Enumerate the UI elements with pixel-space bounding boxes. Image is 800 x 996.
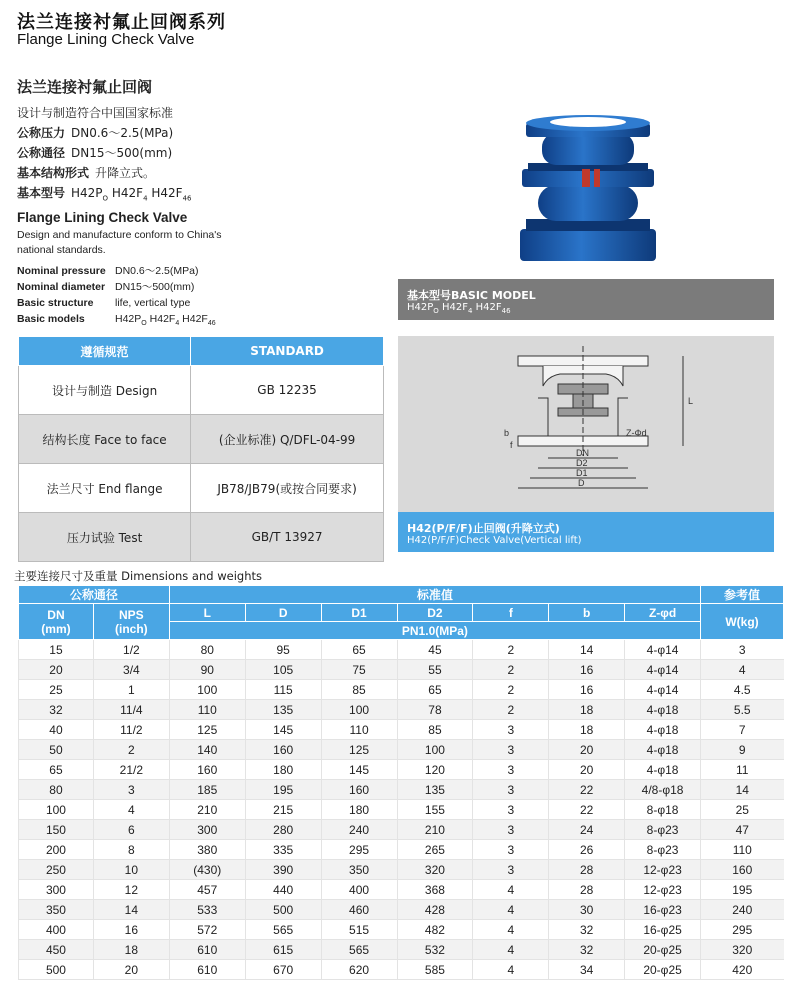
spec-intro-cn: 设计与制造符合中国国家标准 <box>17 106 174 120</box>
table-cell: 7 <box>701 720 784 740</box>
table-cell: 155 <box>397 800 473 820</box>
valve-photo-image <box>398 103 774 279</box>
spec-models-en: Basic models $H42P_O$ $H42F_4$ $H42F_{46}$ <box>17 313 216 328</box>
table-cell: 500 <box>19 960 94 980</box>
label-L: L <box>688 396 694 406</box>
table-cell: 145 <box>245 720 321 740</box>
photo-caption-title: 基本型号BASIC MODEL <box>407 289 536 302</box>
table-cell: 115 <box>245 680 321 700</box>
table-cell: 34 <box>549 960 625 980</box>
table-cell: 50 <box>19 740 94 760</box>
standard-value: GB/T 13927 <box>191 513 384 562</box>
table-cell: 460 <box>321 900 397 920</box>
table-cell: 4-φ14 <box>625 660 701 680</box>
table-cell: 125 <box>169 720 245 740</box>
table-row <box>19 760 784 780</box>
table-cell: 16 <box>93 920 169 940</box>
table-cell: 4-φ18 <box>625 760 701 780</box>
table-cell: 195 <box>701 880 784 900</box>
standard-header-cn: 遵循规范 <box>19 337 191 366</box>
table-cell: 28 <box>549 880 625 900</box>
table-cell: 12 <box>93 880 169 900</box>
table-row <box>19 940 784 960</box>
table-row <box>19 680 784 700</box>
table-cell: 32 <box>549 920 625 940</box>
table-cell: 4-φ14 <box>625 640 701 660</box>
table-cell: 457 <box>169 880 245 900</box>
table-cell: 95 <box>245 640 321 660</box>
table-cell: 80 <box>169 640 245 660</box>
table-cell: 11/4 <box>93 700 169 720</box>
table-cell: 100 <box>397 740 473 760</box>
table-cell: 40 <box>19 720 94 740</box>
table-cell: 200 <box>19 840 94 860</box>
table-cell: 140 <box>169 740 245 760</box>
table-cell: 8 <box>93 840 169 860</box>
table-cell: 195 <box>245 780 321 800</box>
table-cell: 3 <box>473 860 549 880</box>
table-cell: 400 <box>19 920 94 940</box>
table-cell: 78 <box>397 700 473 720</box>
table-cell: 8-φ23 <box>625 820 701 840</box>
table-cell: 85 <box>397 720 473 740</box>
table-cell: 2 <box>473 660 549 680</box>
table-cell: 12-φ23 <box>625 860 701 880</box>
spec-diameter-en: Nominal diameter DN15～500(mm) <box>17 281 195 294</box>
table-cell: 125 <box>321 740 397 760</box>
table-cell: 20-φ25 <box>625 940 701 960</box>
table-cell: 4-φ18 <box>625 740 701 760</box>
standard-item: 法兰尺寸 End flange <box>19 464 191 513</box>
table-row <box>19 860 784 880</box>
table-cell: 5.5 <box>701 700 784 720</box>
table-cell: 110 <box>169 700 245 720</box>
table-cell: 55 <box>397 660 473 680</box>
table-cell: 2 <box>473 700 549 720</box>
spec-diameter-cn: 公称通径 DN15～500(mm) <box>17 146 173 160</box>
table-cell: 30 <box>549 900 625 920</box>
table-cell: 400 <box>321 880 397 900</box>
spec-block <box>17 76 387 332</box>
table-cell: 12-φ23 <box>625 880 701 900</box>
table-cell: 20 <box>93 960 169 980</box>
table-cell: 565 <box>245 920 321 940</box>
table-cell: 565 <box>321 940 397 960</box>
table-cell: 9 <box>701 740 784 760</box>
table-cell: 14 <box>93 900 169 920</box>
table-cell: 16-φ25 <box>625 920 701 940</box>
table-cell: 4-φ14 <box>625 680 701 700</box>
table-cell: 105 <box>245 660 321 680</box>
table-row <box>19 700 784 720</box>
spec-heading-cn: 法兰连接衬氟止回阀 <box>17 78 153 96</box>
valve-drawing-svg <box>398 336 774 512</box>
table-cell: 32 <box>549 940 625 960</box>
group-header-reference: 参考值 <box>701 586 784 604</box>
table-cell: 20-φ25 <box>625 960 701 980</box>
table-row <box>19 960 784 980</box>
table-cell: 14 <box>549 640 625 660</box>
standard-value: JB78/JB79(或按合同要求) <box>191 464 384 513</box>
page-title-cn: 法兰连接衬氟止回阀系列 <box>17 12 226 33</box>
table-cell: 3 <box>473 720 549 740</box>
table-cell: 620 <box>321 960 397 980</box>
table-cell: 21/2 <box>93 760 169 780</box>
spec-structure-cn: 基本结构形式 升降立式。 <box>17 166 156 180</box>
table-cell: 18 <box>93 940 169 960</box>
drawing-caption-en: H42(P/F/F)Check Valve(Vertical lift) <box>407 535 582 546</box>
table-cell: 3 <box>473 760 549 780</box>
table-cell: 26 <box>549 840 625 860</box>
table-cell: 440 <box>245 880 321 900</box>
table-row <box>19 740 784 760</box>
table-cell: 65 <box>397 680 473 700</box>
table-row <box>19 840 784 860</box>
table-cell: 180 <box>245 760 321 780</box>
table-cell: 10 <box>93 860 169 880</box>
table-cell: 210 <box>397 820 473 840</box>
page-title-en: Flange Lining Check Valve <box>17 31 195 48</box>
table-cell: 3 <box>473 840 549 860</box>
table-cell: 135 <box>397 780 473 800</box>
table-cell: 90 <box>169 660 245 680</box>
table-cell: 615 <box>245 940 321 960</box>
table-cell: 16-φ23 <box>625 900 701 920</box>
standard-header-en: STANDARD <box>191 337 384 366</box>
table-cell: 11/2 <box>93 720 169 740</box>
table-row <box>19 880 784 900</box>
table-cell: 25 <box>19 680 94 700</box>
table-cell: 100 <box>321 700 397 720</box>
table-cell: 420 <box>701 960 784 980</box>
dims-table <box>18 585 784 980</box>
table-cell: 390 <box>245 860 321 880</box>
table-cell: 22 <box>549 780 625 800</box>
table-cell: 265 <box>397 840 473 860</box>
table-row <box>19 660 784 680</box>
table-row <box>19 640 784 660</box>
photo-caption-models: $H42P_O$ $H42F_4$ $H42F_{46}$ <box>407 302 511 315</box>
table-cell: 3/4 <box>93 660 169 680</box>
table-cell: 18 <box>549 720 625 740</box>
table-cell: 4 <box>473 960 549 980</box>
table-cell: 100 <box>19 800 94 820</box>
table-cell: 15 <box>19 640 94 660</box>
table-cell: 75 <box>321 660 397 680</box>
standard-item: 设计与制造 Design <box>19 366 191 415</box>
table-cell: 3 <box>473 780 549 800</box>
col-header-d2: D2 <box>397 604 473 622</box>
table-cell: 110 <box>701 840 784 860</box>
spec-structure-en: Basic structure life, vertical type <box>17 297 191 310</box>
spec-intro-en: Design and manufacture conform to China's national standards. <box>17 229 222 257</box>
drawing-caption <box>398 512 774 552</box>
standard-value: (企业标准) Q/DFL-04-99 <box>191 415 384 464</box>
table-cell: 120 <box>397 760 473 780</box>
table-cell: 45 <box>397 640 473 660</box>
label-D2: D2 <box>576 458 588 468</box>
table-cell: 65 <box>321 640 397 660</box>
table-cell: 515 <box>321 920 397 940</box>
table-cell: 585 <box>397 960 473 980</box>
table-cell: 250 <box>19 860 94 880</box>
standard-table <box>18 336 384 562</box>
group-header-standard: 标准值 <box>169 586 700 604</box>
table-row <box>19 720 784 740</box>
table-cell: 47 <box>701 820 784 840</box>
table-row <box>19 820 784 840</box>
table-row <box>19 780 784 800</box>
table-cell: 4 <box>473 880 549 900</box>
table-row <box>19 920 784 940</box>
table-cell: 3 <box>473 820 549 840</box>
table-cell: 65 <box>19 760 94 780</box>
table-cell: 4 <box>473 920 549 940</box>
table-cell: 3 <box>701 640 784 660</box>
col-header-nps: NPS (inch) <box>93 604 169 640</box>
table-cell: 85 <box>321 680 397 700</box>
label-DN: DN <box>576 448 589 458</box>
table-cell: 2 <box>473 680 549 700</box>
dims-title: 主要连接尺寸及重量 Dimensions and weights <box>14 569 262 583</box>
table-cell: 20 <box>19 660 94 680</box>
table-cell: 240 <box>701 900 784 920</box>
table-cell: 380 <box>169 840 245 860</box>
spec-pressure-cn: 公称压力 DN0.6～2.5(MPa) <box>17 126 174 140</box>
table-cell: 22 <box>549 800 625 820</box>
table-cell: 135 <box>245 700 321 720</box>
table-cell: 450 <box>19 940 94 960</box>
table-cell: 160 <box>321 780 397 800</box>
table-cell: 4 <box>473 900 549 920</box>
table-cell: 3 <box>93 780 169 800</box>
table-cell: 6 <box>93 820 169 840</box>
col-header-d1: D1 <box>321 604 397 622</box>
label-b: b <box>504 428 510 438</box>
table-cell: 295 <box>321 840 397 860</box>
table-cell: 16 <box>549 660 625 680</box>
table-row <box>19 464 384 513</box>
standard-item: 压力试验 Test <box>19 513 191 562</box>
table-cell: 300 <box>169 820 245 840</box>
table-cell: 16 <box>549 680 625 700</box>
table-cell: 24 <box>549 820 625 840</box>
pn-label: PN1.0(MPa) <box>169 622 700 640</box>
table-cell: 8-φ23 <box>625 840 701 860</box>
label-D: D <box>578 478 585 488</box>
table-cell: 4 <box>93 800 169 820</box>
table-cell: 18 <box>549 700 625 720</box>
table-cell: 4-φ18 <box>625 700 701 720</box>
table-cell: 572 <box>169 920 245 940</box>
standard-item: 结构长度 Face to face <box>19 415 191 464</box>
table-cell: 160 <box>245 740 321 760</box>
table-cell: 11 <box>701 760 784 780</box>
table-cell: 25 <box>701 800 784 820</box>
table-row <box>19 366 384 415</box>
table-cell: 482 <box>397 920 473 940</box>
table-cell: (430) <box>169 860 245 880</box>
table-cell: 160 <box>169 760 245 780</box>
col-header-z-d: Z-φd <box>625 604 701 622</box>
table-cell: 185 <box>169 780 245 800</box>
table-cell: 610 <box>169 940 245 960</box>
table-cell: 160 <box>701 860 784 880</box>
table-row <box>19 800 784 820</box>
table-cell: 335 <box>245 840 321 860</box>
photo-caption <box>398 279 774 320</box>
table-cell: 32 <box>19 700 94 720</box>
table-cell: 670 <box>245 960 321 980</box>
col-header-f: f <box>473 604 549 622</box>
table-cell: 28 <box>549 860 625 880</box>
table-cell: 2 <box>93 740 169 760</box>
label-Z-d: Z-Φd <box>626 428 647 438</box>
table-cell: 215 <box>245 800 321 820</box>
table-cell: 610 <box>169 960 245 980</box>
table-cell: 4.5 <box>701 680 784 700</box>
spec-pressure-en: Nominal pressure DN0.6～2.5(MPa) <box>17 265 199 278</box>
table-cell: 350 <box>321 860 397 880</box>
table-cell: 532 <box>397 940 473 960</box>
table-cell: 1/2 <box>93 640 169 660</box>
table-cell: 110 <box>321 720 397 740</box>
table-cell: 4/8-φ18 <box>625 780 701 800</box>
table-cell: 20 <box>549 760 625 780</box>
table-cell: 4-φ18 <box>625 720 701 740</box>
table-cell: 280 <box>245 820 321 840</box>
col-header-d: D <box>245 604 321 622</box>
table-cell: 100 <box>169 680 245 700</box>
table-cell: 428 <box>397 900 473 920</box>
table-cell: 80 <box>19 780 94 800</box>
table-cell: 350 <box>19 900 94 920</box>
col-header-l: L <box>169 604 245 622</box>
table-cell: 20 <box>549 740 625 760</box>
table-cell: 320 <box>701 940 784 960</box>
spec-heading-en: Flange Lining Check Valve <box>17 210 188 226</box>
table-cell: 4 <box>701 660 784 680</box>
table-cell: 8-φ18 <box>625 800 701 820</box>
table-cell: 500 <box>245 900 321 920</box>
table-cell: 368 <box>397 880 473 900</box>
table-cell: 3 <box>473 800 549 820</box>
drawing-caption-cn: H42(P/F/F)止回阀(升降立式) <box>407 522 560 535</box>
table-cell: 1 <box>93 680 169 700</box>
table-cell: 145 <box>321 760 397 780</box>
table-cell: 295 <box>701 920 784 940</box>
col-header-dn: DN (mm) <box>19 604 94 640</box>
table-cell: 3 <box>473 740 549 760</box>
table-cell: 240 <box>321 820 397 840</box>
table-cell: 2 <box>473 640 549 660</box>
table-cell: 150 <box>19 820 94 840</box>
table-row <box>19 900 784 920</box>
table-row <box>19 415 384 464</box>
col-header-b: b <box>549 604 625 622</box>
table-cell: 320 <box>397 860 473 880</box>
table-cell: 210 <box>169 800 245 820</box>
spec-models-cn: 基本型号 $H42P_O$ $H42F_4$ $H42F_{46}$ <box>17 186 192 203</box>
col-header-weight: W(kg) <box>701 604 784 640</box>
group-header-nominal: 公称通径 <box>19 586 170 604</box>
standard-value: GB 12235 <box>191 366 384 415</box>
table-row <box>19 513 384 562</box>
label-f: f <box>510 440 513 450</box>
table-cell: 180 <box>321 800 397 820</box>
label-D1: D1 <box>576 468 588 478</box>
table-cell: 300 <box>19 880 94 900</box>
table-cell: 533 <box>169 900 245 920</box>
table-cell: 4 <box>473 940 549 960</box>
table-cell: 14 <box>701 780 784 800</box>
